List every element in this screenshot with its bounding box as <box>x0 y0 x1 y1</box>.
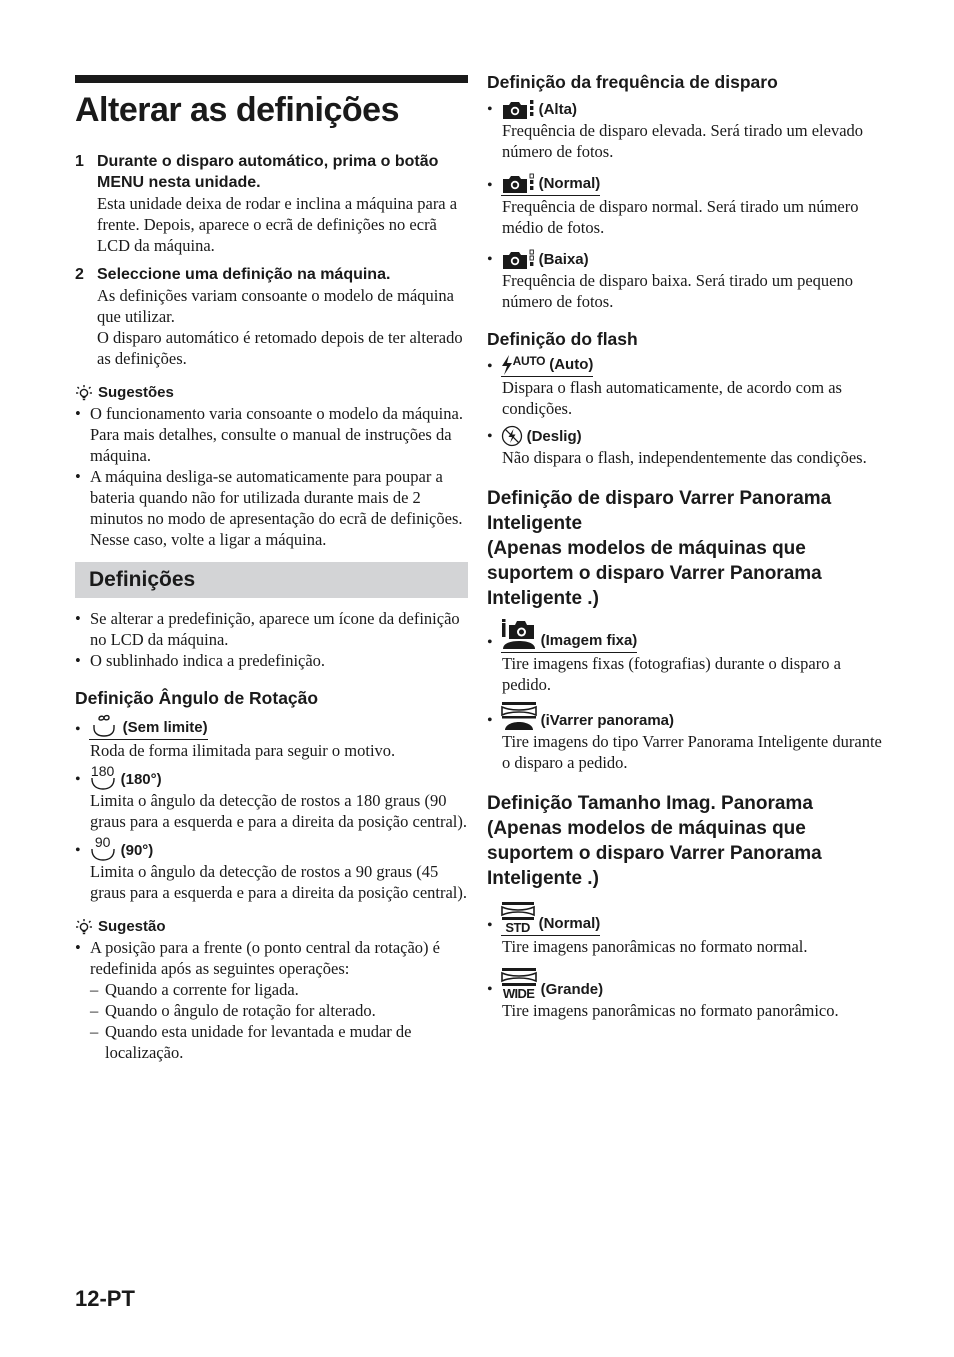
step-2 <box>75 264 468 369</box>
option-description: Frequência de disparo elevada. Será tirado um elevado número de fotos. <box>502 121 864 161</box>
option-label: (iVarrer panorama) <box>540 712 674 729</box>
face-90-icon <box>89 836 117 861</box>
icon-text: 90 <box>94 834 111 850</box>
freq-low-icon <box>501 248 535 270</box>
page-number: 12-PT <box>75 1286 135 1311</box>
option-label-underlined <box>501 901 601 936</box>
step-body: As definições variam consoante o modelo de máquina que utilizar. <box>97 286 454 326</box>
rotation-heading: Definição Ângulo de Rotação <box>75 688 319 708</box>
list-item: • A posição para a frente (o ponto central da rotação) é redefinida após as seguintes operações: <box>75 937 468 979</box>
option-label: (Sem limite) <box>122 719 208 736</box>
option-description: Limita o ângulo da detecção de rostos a 180 graus (90 graus para a esquerda e para a direita da posição central). <box>90 791 468 831</box>
option-flash-off: • (Deslig) Não dispara o flash, independentemente das condições. <box>487 425 882 468</box>
option-label: (Grande) <box>540 981 604 998</box>
list-item: • O sublinhado indica a predefinição. <box>75 650 468 671</box>
icon-text: 180 <box>90 763 115 779</box>
tips-heading <box>75 383 468 403</box>
title-rule <box>75 75 468 83</box>
option-label: (Deslig) <box>526 428 582 445</box>
right-column <box>487 72 882 1021</box>
option-panorama-wide: • WIDE (Grande) Tire imagens panorâmicas no formato panorâmico. <box>487 967 882 1021</box>
heading-line: suportem o disparo Varrer Panorama <box>487 563 822 584</box>
option-description: Não dispara o flash, independentemente das condições. <box>502 448 867 467</box>
list-item: • O funcionamento varia consoante o modelo da máquina. Para mais detalhes, consulte o manual de instruções da máquina. <box>75 403 468 466</box>
tip-heading-text: Sugestão <box>98 918 166 935</box>
face-180-icon <box>89 765 117 790</box>
heading-line: suportem o disparo Varrer Panorama <box>487 843 822 864</box>
panorama-wide-icon <box>501 967 537 1000</box>
option-label: (Normal) <box>538 915 601 932</box>
sweep-panorama-icon <box>501 701 537 731</box>
flash-auto-icon <box>501 355 546 375</box>
option-label-underlined <box>501 172 601 196</box>
option-label: (Auto) <box>549 356 594 373</box>
heading-line: Inteligente .) <box>487 588 599 609</box>
option-description: Frequência de disparo baixa. Será tirado um pequeno número de fotos. <box>502 271 853 311</box>
option-label: (Baixa) <box>538 251 589 268</box>
option-label-underlined <box>501 619 638 653</box>
section-heading-definitions: Definições <box>75 562 468 598</box>
face-unlimited-icon <box>89 714 119 738</box>
option-flash-auto: • AUTO (Auto) Dispara o flash automaticamente, de acordo com as condições. <box>487 355 882 419</box>
step-body: Esta unidade deixa de rodar e inclina a máquina para a frente. Depois, aparece o ecrã de definições no ecrã LCD da máquina. <box>97 194 458 255</box>
step-1 <box>75 151 468 256</box>
option-freq-low: • (Baixa) Frequência de disparo baixa. Será tirado um pequeno número de fotos. <box>487 248 882 312</box>
option-sweep-panorama: • (iVarrer panorama) Tire imagens do tipo Varrer Panorama Inteligente durante o disparo a pedido. <box>487 701 882 773</box>
freq-high-icon <box>501 98 535 120</box>
heading-line: (Apenas modelos de máquinas que <box>487 538 806 559</box>
option-label: (Alta) <box>538 101 577 118</box>
frequency-heading: Definição da frequência de disparo <box>487 72 778 92</box>
option-label: (Imagem fixa) <box>540 632 638 649</box>
option-label: (180°) <box>120 771 162 788</box>
option-freq-normal: • (Normal) Frequência de disparo normal. Será tirado um número médio de fotos. <box>487 172 882 238</box>
list-item: • A máquina desliga-se automaticamente para poupar a bateria quando não for utilizada durante mais de 2 minutos no modo de apresentação do ecrã de definições. Nesse caso, volte a ligar a máquina. <box>75 466 468 550</box>
option-label-underlined <box>89 714 208 740</box>
option-label: (Normal) <box>538 175 601 192</box>
icon-text: AUTO <box>512 354 546 368</box>
tip-heading <box>75 917 468 937</box>
option-description: Tire imagens panorâmicas no formato normal. <box>502 937 808 956</box>
flash-heading: Definição do flash <box>487 329 638 349</box>
dash-item: – Quando o ângulo de rotação for alterado. <box>75 1000 468 1021</box>
option-description: Tire imagens do tipo Varrer Panorama Inteligente durante o disparo a pedido. <box>502 732 882 772</box>
lightbulb-icon <box>75 918 93 936</box>
tip-list <box>75 937 468 979</box>
definitions-list <box>75 608 468 671</box>
panorama-size-heading <box>487 791 882 891</box>
step-heading: Durante o disparo automático, prima o botão MENU nesta unidade. <box>97 153 439 191</box>
option-unlimited: • (Sem limite) Roda de forma ilimitada para seguir o motivo. <box>75 714 468 761</box>
icon-text: WIDE <box>502 986 535 1001</box>
option-description: Tire imagens fixas (fotografias) durante o disparo a pedido. <box>502 654 841 694</box>
icon-text: STD <box>505 920 530 935</box>
heading-line: Inteligente .) <box>487 868 599 889</box>
option-freq-high: • (Alta) Frequência de disparo elevada. Será tirado um elevado número de fotos. <box>487 98 882 162</box>
step-number: 1 <box>75 153 84 170</box>
heading-line: Inteligente <box>487 513 583 534</box>
option-180: • 180 (180°) Limita o ângulo da detecção de rostos a 180 graus (90 graus para a esquerda e para a direita da posição central). <box>75 763 468 831</box>
heading-line: Definição de disparo Varrer Panorama <box>487 488 832 509</box>
step-number: 2 <box>75 266 84 283</box>
option-description: Tire imagens panorâmicas no formato panorâmico. <box>502 1001 839 1020</box>
option-90: • 90 (90°) Limita o ângulo da detecção de rostos a 90 graus (45 graus para a esquerda e para a direita da posição central). <box>75 834 468 902</box>
option-label: (90°) <box>120 842 154 859</box>
option-panorama-normal: • STD (Normal) Tire imagens panorâmicas no formato normal. <box>487 901 882 957</box>
tips-heading-text: Sugestões <box>98 384 174 401</box>
option-description: Roda de forma ilimitada para seguir o motivo. <box>90 741 396 760</box>
dash-item: – Quando a corrente for ligada. <box>75 979 468 1000</box>
dash-item: – Quando esta unidade for levantada e mudar de localização. <box>75 1021 468 1063</box>
option-label-underlined <box>501 355 594 377</box>
step-heading: Seleccione uma definição na máquina. <box>97 266 391 283</box>
option-description: Limita o ângulo da detecção de rostos a 90 graus (45 graus para a esquerda e para a direita da posição central). <box>90 862 468 902</box>
option-still-image: • (Imagem fixa) Tire imagens fixas (fotografias) durante o disparo a pedido. <box>487 619 882 695</box>
option-description: Frequência de disparo normal. Será tirado um número médio de fotos. <box>502 197 859 237</box>
freq-normal-icon <box>501 172 535 194</box>
heading-line: (Apenas modelos de máquinas que <box>487 818 806 839</box>
panorama-std-icon <box>501 901 535 934</box>
tips-list <box>75 403 468 550</box>
left-column <box>75 75 468 1063</box>
sweep-heading <box>487 486 882 611</box>
lightbulb-icon <box>75 384 93 402</box>
heading-line: Definição Tamanho Imag. Panorama <box>487 793 813 814</box>
page-title: Alterar as definições <box>75 91 399 129</box>
step-body: O disparo automático é retomado depois de ter alterado as definições. <box>97 328 463 368</box>
flash-off-icon <box>501 425 523 447</box>
still-image-icon <box>501 619 537 651</box>
option-description: Dispara o flash automaticamente, de acordo com as condições. <box>502 378 842 418</box>
list-item: • Se alterar a predefinição, aparece um ícone da definição no LCD da máquina. <box>75 608 468 650</box>
